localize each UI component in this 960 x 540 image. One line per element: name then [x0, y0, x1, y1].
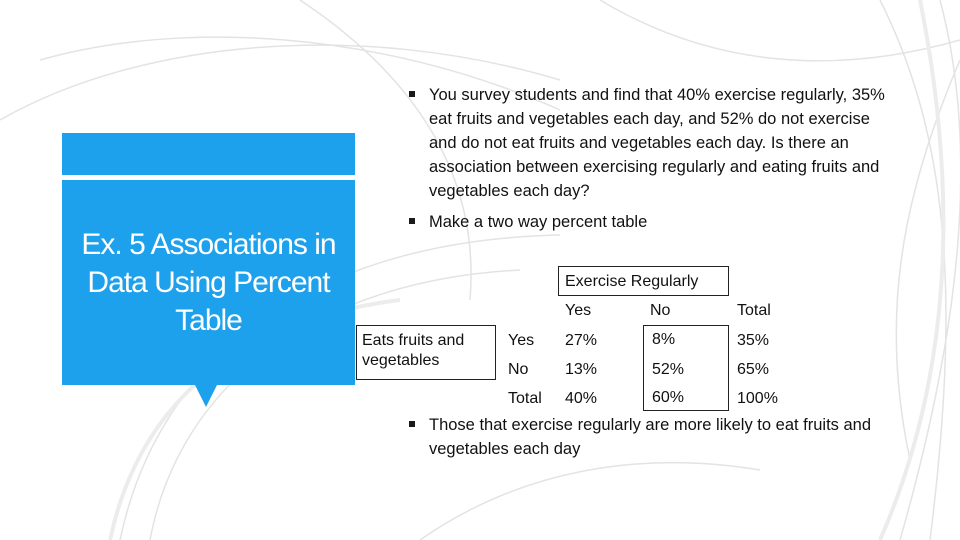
title-panel-pointer — [195, 385, 217, 407]
slide-title: Ex. 5 Associations in Data Using Percent Table — [81, 228, 336, 337]
cell-yes-total: 35% — [737, 332, 770, 349]
cell-yes-no: 8% — [652, 331, 676, 348]
title-panel-top-band — [62, 133, 355, 175]
cell-no-yes: 13% — [565, 361, 598, 378]
cell-yes-yes: 27% — [565, 332, 598, 349]
column-header: Exercise Regularly — [565, 273, 699, 290]
bullet-square-icon — [409, 218, 415, 224]
bullet-text: You survey students and find that 40% exercise regularly, 35% eat fruits and vegetables each day, and 52% do not exercise and do not eat fruits and vegetables each day. Is there an association between exercising regularly and eating fruits and vegetables each day? — [429, 86, 885, 200]
bullet-conclusion — [409, 413, 909, 461]
column-label-yes: Yes — [565, 302, 592, 319]
bullet-instruction — [409, 210, 809, 234]
bullet-question — [409, 83, 899, 203]
column-label-total: Total — [737, 302, 771, 319]
bullet-square-icon — [409, 421, 415, 427]
row-label-no: No — [508, 361, 529, 378]
bullet-text: Those that exercise regularly are more likely to eat fruits and vegetables each day — [429, 416, 872, 458]
cell-no-total: 65% — [737, 361, 770, 378]
cell-no-no: 52% — [652, 361, 685, 378]
bullet-square-icon — [409, 91, 415, 97]
bullet-text: Make a two way percent table — [429, 213, 648, 231]
row-header: Eats fruits and vegetables — [362, 332, 465, 369]
row-label-total: Total — [508, 390, 542, 407]
cell-total-yes: 40% — [565, 390, 598, 407]
cell-total-total: 100% — [737, 390, 778, 407]
column-label-no: No — [650, 302, 671, 319]
row-label-yes: Yes — [508, 332, 535, 349]
cell-total-no: 60% — [652, 389, 685, 406]
